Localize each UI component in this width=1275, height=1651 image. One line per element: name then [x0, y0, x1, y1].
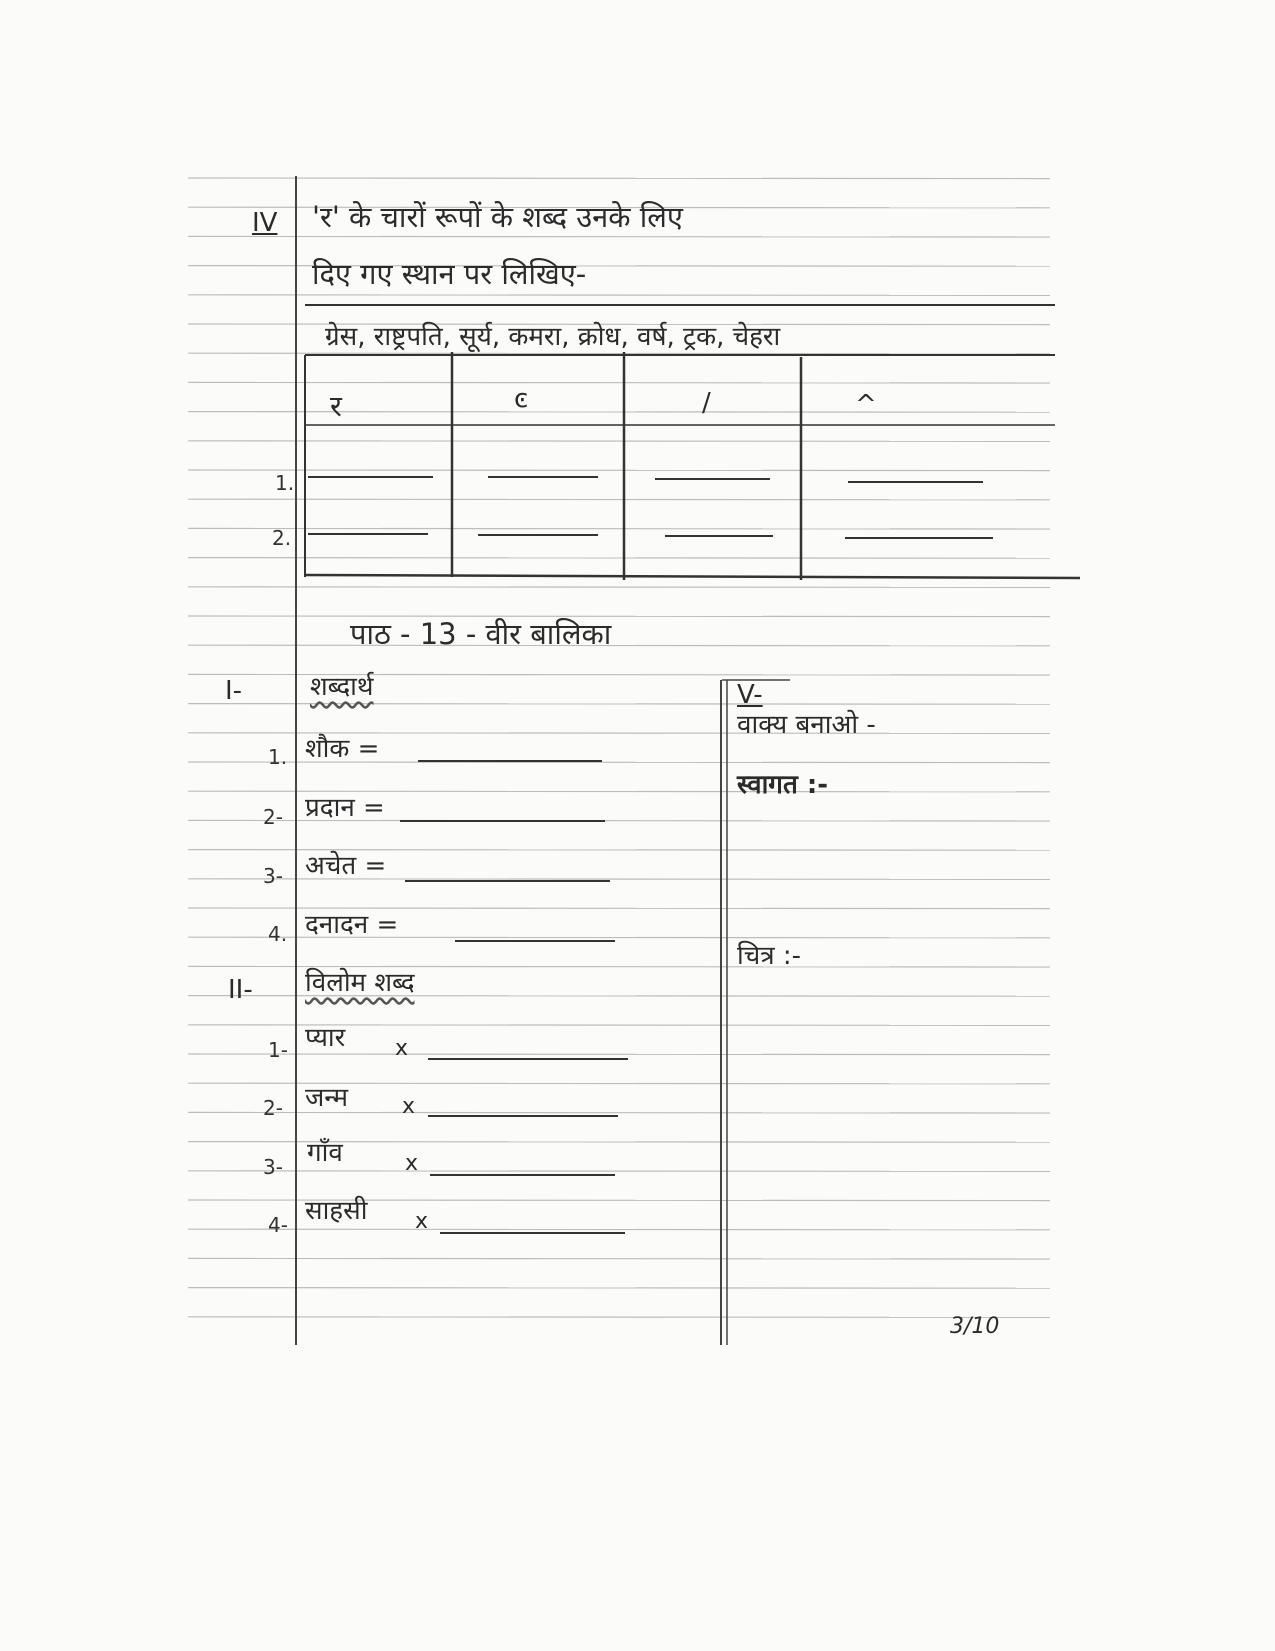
table-header-slash: /: [702, 388, 711, 418]
section-ii-item-number: 1-: [268, 1038, 288, 1062]
rule-line: [188, 470, 1050, 471]
table-blank[interactable]: [665, 535, 773, 537]
answer-blank[interactable]: [405, 880, 610, 882]
rule-line: [188, 1229, 1050, 1230]
antonym-mark: x: [405, 1151, 419, 1176]
rule-line: [188, 412, 1050, 413]
table-blank[interactable]: [655, 478, 770, 480]
answer-blank[interactable]: [455, 940, 615, 942]
section-v-numeral: V-: [737, 680, 763, 710]
rule-line: [188, 528, 1050, 529]
rule-line: [188, 295, 1050, 296]
section-v-item-chitra: चित्र :-: [737, 941, 802, 971]
table-row-number-2: 2.: [272, 526, 292, 550]
section-ii-item-word: गाँव: [307, 1138, 343, 1168]
section-v-heading: वाक्य बनाओ -: [737, 710, 876, 740]
table-row-number-1: 1.: [275, 471, 295, 495]
rule-line: [188, 908, 1050, 909]
section-ii-item-word: साहसी: [305, 1196, 368, 1226]
rule-line: [188, 645, 1050, 646]
section-iv-instruction-line2: दिए गए स्थान पर लिखिए-: [312, 257, 587, 291]
table-blank[interactable]: [308, 533, 428, 535]
table-blank[interactable]: [478, 534, 598, 536]
rule-line: [188, 1258, 1050, 1259]
section-i-heading: शब्दार्थ: [310, 672, 374, 702]
section-ii-item-word: प्यार: [305, 1023, 346, 1053]
table-header-ra: र: [330, 389, 342, 423]
section-i-item-word: अचेत =: [305, 851, 387, 881]
answer-blank[interactable]: [418, 760, 602, 762]
section-iv-instruction-line1: 'र' के चारों रूपों के शब्द उनके लिए: [312, 200, 683, 234]
section-i-item-number: 3-: [263, 864, 283, 888]
answer-blank[interactable]: [430, 1174, 615, 1176]
section-ii-item-number: 2-: [263, 1096, 283, 1120]
section-i-numeral: I-: [225, 676, 243, 706]
rule-line: [188, 178, 1050, 179]
section-ii-heading: विलोम शब्द: [305, 968, 415, 998]
section-iv-word-list: ग्रेस, राष्ट्रपति, सूर्य, कमरा, क्रोध, वर्ष, ट्रक, चेहरा: [325, 322, 781, 352]
section-i-item-number: 2-: [263, 805, 283, 829]
rule-line: [188, 616, 1050, 617]
rule-line: [188, 558, 1050, 559]
answer-blank[interactable]: [400, 820, 605, 822]
antonym-mark: x: [415, 1209, 429, 1234]
table-blank[interactable]: [848, 481, 983, 483]
rule-line: [188, 791, 1050, 792]
page-number: 3/10: [950, 1314, 1000, 1339]
antonym-mark: x: [395, 1036, 409, 1061]
rule-line: [188, 441, 1050, 442]
rule-line: [188, 1288, 1050, 1289]
table-blank[interactable]: [488, 476, 598, 478]
rule-line: [188, 353, 1050, 354]
rule-line: [188, 966, 1050, 967]
answer-blank[interactable]: [428, 1115, 618, 1117]
section-ii-item-word: जन्म: [305, 1083, 349, 1113]
rule-line: [188, 587, 1050, 588]
rule-line: [188, 704, 1050, 705]
answer-blank[interactable]: [428, 1058, 628, 1060]
table-header-reph-hook: ͼ: [514, 384, 529, 414]
rule-line: [188, 1054, 1050, 1055]
section-v-item-swagat: स्वागत :-: [737, 770, 829, 800]
section-i-item-number: 4.: [268, 922, 288, 946]
table-blank[interactable]: [845, 537, 993, 539]
lesson-title: पाठ - 13 - वीर बालिका: [350, 617, 612, 651]
table-blank[interactable]: [308, 476, 433, 478]
section-i-item-word: प्रदान =: [305, 793, 385, 823]
section-ii-item-number: 4-: [268, 1213, 288, 1237]
table-header-caret: ^: [855, 390, 877, 420]
section-i-item-word: दनादन =: [305, 910, 399, 940]
rule-line: [188, 1171, 1050, 1172]
antonym-mark: x: [402, 1094, 416, 1119]
section-i-item-word: शौक =: [305, 734, 380, 764]
table-bottom: [305, 575, 1080, 578]
section-i-item-number: 1.: [268, 745, 288, 769]
section-ii-numeral: II-: [228, 975, 253, 1005]
rule-line: [188, 499, 1050, 500]
rule-line: [188, 382, 1050, 383]
section-ii-item-number: 3-: [263, 1155, 283, 1179]
rule-line: [188, 236, 1050, 237]
rule-line: [188, 1317, 1050, 1318]
answer-blank[interactable]: [440, 1232, 625, 1234]
section-iv-numeral: IV: [252, 208, 278, 238]
